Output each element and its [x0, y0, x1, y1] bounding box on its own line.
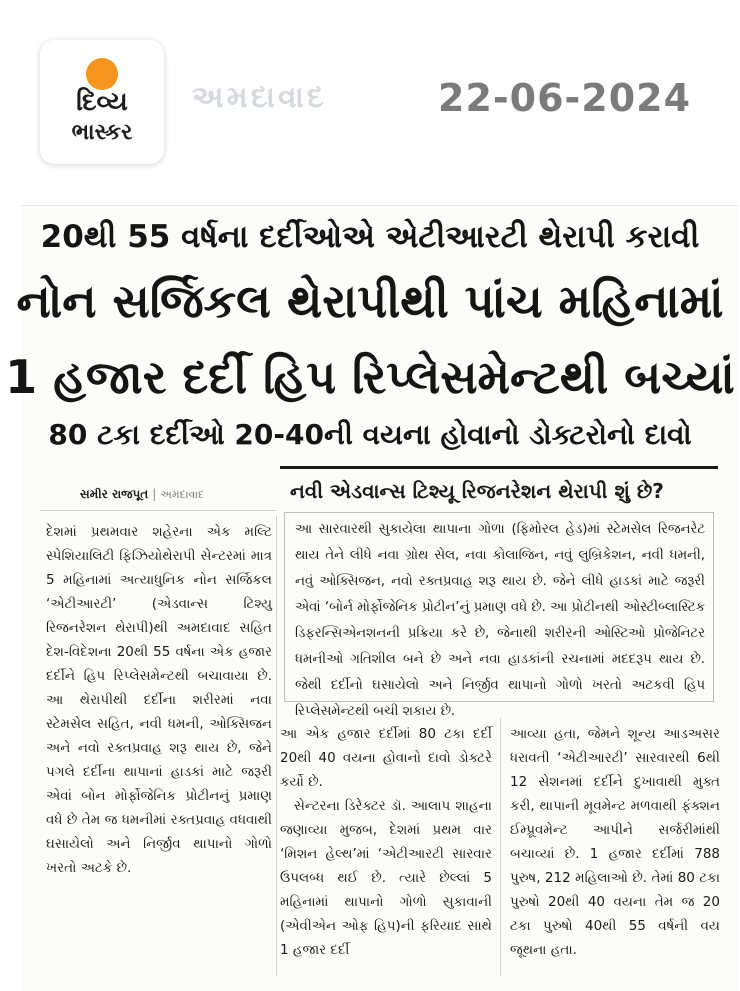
headline-main-line2: 1 હજાર દર્દી હિપ રિપ્લેસમેન્ટથી બચ્યાં [5, 350, 735, 404]
byline [80, 487, 204, 502]
sun-logo-icon [86, 58, 118, 90]
article-column-2 [280, 722, 492, 976]
headline-deck: 80 ટકા દર્દીઓ 20-40ની વયના હોવાનો ડોક્ટરોનો દાવો [48, 418, 692, 451]
brand-logo [40, 40, 164, 164]
sidebar-box [284, 512, 714, 719]
logo-text-line1: દિવ્ય [76, 87, 128, 117]
sidebar-title: નવી એડવાન્સ ટિશ્યૂ રિજનરેશન થેરાપી શું છે? [280, 466, 718, 510]
logo-text-line2: ભાસ્કર [71, 120, 133, 145]
byline-place: અમદાવાદ [160, 488, 205, 501]
sidebar-text: આ સારવારથી સુકાયેલા થાપાના ગોળા (ફિમોરલ હેડ)માં સ્ટેમસેલ રિજનરેટ થાય તેને લીધે નવા ગ્રોથ સેલ, નવા કોલાજિન, નવું લુબ્રિકેશન, નવી ધમની, નવું ઓક્સિજન, નવો રક્તપ્રવાહ શરૂ થાય છે. જેને લીધે હાડકાં માટે જરૂરી એવાં ‘બોર્ન મોર્ફોજેનિક પ્રોટીન’નું પ્રમાણ વધે છે. આ પ્રોટીનથી ઓસ્ટીબ્લાસ્ટિક ડિફરન્સિએનશનની પ્રક્રિયા કરે છે, જેનાથી શરીરની ઓસ્ટિઓ પ્રોજેનિટર ધમનીઓ ગતિશીલ બને છે અને નવા હાડકાંની રચનામાં મદદરૂપ થાય છે. જેથી દર્દીનો ઘસાયેલો અને નિર્જીવ થાપાનો ગોળો ખરતો અટકવી હિપ રિપ્લેસમેન્ટથી બચી શકાય છે. [295, 522, 705, 719]
article-column-1 [46, 520, 272, 976]
article-column-3 [510, 722, 720, 976]
headline-kicker: 20થી 55 વર્ષના દર્દીઓએ એટીઆરટી થેરાપી કરાવી [40, 219, 700, 255]
article-paragraph: આ એક હજાર દર્દીમાં 80 ટકા દર્દી 20થી 40 વયના હોવાનો દાવો ડોક્ટરે કર્યો છે. [280, 726, 492, 790]
edition-date: 22-06-2024 [438, 76, 692, 120]
byline-author: સમીર રાજપૂત [80, 487, 149, 501]
headline-main-line1: નોન સર્જિકલ થેરાપીથી પાંચ મહિનામાં [16, 274, 724, 328]
article-paragraph: દેશમાં પ્રથમવાર શહેરના એક મલ્ટિ સ્પેશિયાલિટી ફિઝિયોથેરાપી સેન્ટરમાં માત્ર 5 મહિનામાં અત્યાધુનિક નોન સર્જિકલ ‘એટીઆરટી’ (એડવાન્સ ટિશ્યુ રિજનરેશન થેરાપી)થી અમદાવાદ સહિત દેશ-વિદેશના 20થી 55 વર્ષના એક હજાર દર્દીને હિપ રિપ્લેસમેન્ટથી બચાવાયા છે. આ થેરાપીથી દર્દીના શરીરમાં નવા સ્ટેમસેલ સહિત, નવી ધમની, ઓક્સિજન અને નવો રક્તપ્રવાહ શરૂ થાય છે, જેને પગલે દર્દીના થાપાનાં હાડકાં માટે જરૂરી એવાં બોન મોર્ફોજેનિક પ્રોટીનનું પ્રમાણ વધે છે તેમ જ ધમનીમાં રક્તપ્રવાહ વધવાથી ઘસાયેલો અને નિર્જીવ થાપાનો ગોળો ખરતો અટકે છે. [46, 524, 272, 876]
byline-separator: | [152, 487, 157, 501]
article-paragraph: આવ્યા હતા, જેમને શૂન્ય આડઅસર ધરાવતી ‘એટીઆરટી’ સારવારથી 6થી 12 સેશનમાં દર્દીને દુખાવાથી મુક્ત કરી, થાપાની મૂવમેન્ટ મળવાથી ફંક્શન ઈમ્પ્રૂવમેન્ટ આપીને સર્જરીમાંથી બચાવ્યાં છે. 1 હજાર દર્દીમાં 788 પુરુષ, 212 મહિલાઓ છે. તેમાં 80 ટકા પુરુષો 20થી 40 વયના તેમ જ 20 ટકા પુરુષો 40થી 55 વર્ષની વય જૂથના હતા. [510, 726, 720, 958]
byline-divider [40, 510, 276, 511]
column-divider [500, 718, 501, 976]
column-divider [276, 516, 277, 976]
article-paragraph: સેન્ટરના ડિરેક્ટર ડૉ. આલાપ શાહના જણાવ્યા મુજબ, દેશમાં પ્રથમ વાર ‘મિશન હેલ્થ’માં ‘એટીઆરટી સારવાર ઉપલબ્ધ થઈ છે. ત્યારે છેલ્લાં 5 મહિનામાં થાપાનો ગોળો સુકાવાની (એવીએન ઓફ હિપ)ની ફરિયાદ સાથે 1 હજાર દર્દી [280, 798, 492, 958]
edition-city: અમદાવાદ [192, 80, 327, 115]
